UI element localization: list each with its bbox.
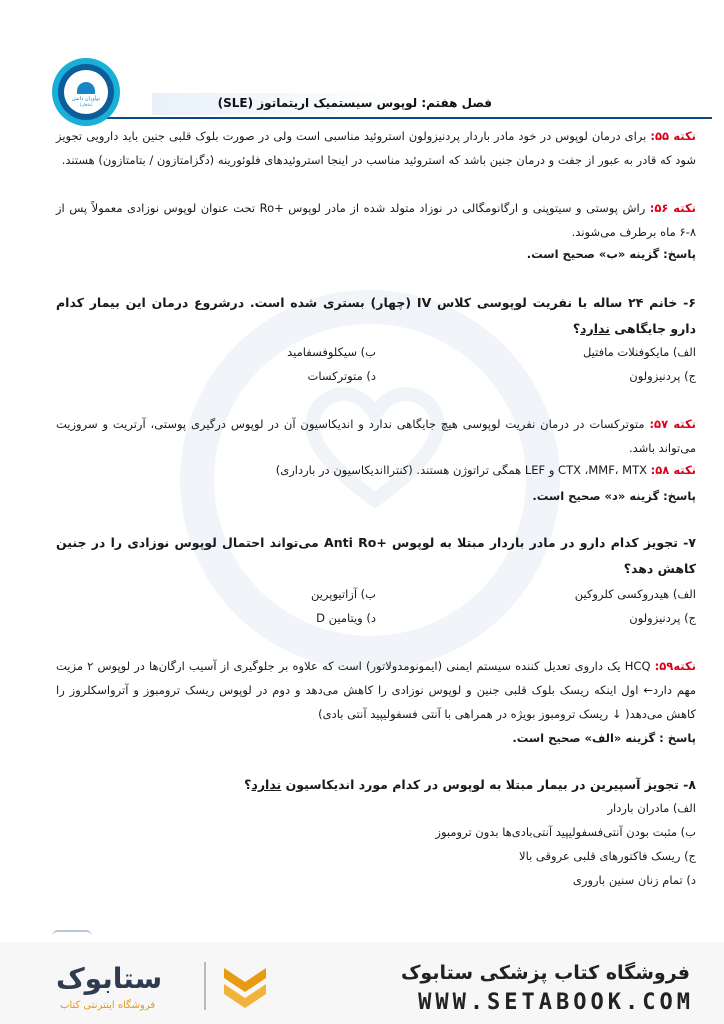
note-text: برای درمان لوپوس در خود مادر باردار پردنیزولون استروئید مناسبی است ولی در صورت بلوک قلبی جنین باید دارویی تجویز شود که قادر به عبور از جفت و درمان جنین باشد که استروئید مناسب در اینجا استروئیدهای فلوئورینه (دگزامتازون / بتامتازون) هستند. <box>56 129 696 167</box>
footer-logo-name: ستابوک <box>56 962 163 995</box>
answer-text: پاسخ : گزینه «الف» صحیح است. <box>512 731 696 745</box>
note-text: راش پوستی و سیتوپنی و ارگانومگالی در نوزاد متولد شده از مادر لوپوس +Ro تحت عنوان لوپوس نوزادی معمولاً پس از ۸-۶ ماه برطرف می‌شوند. <box>56 201 696 239</box>
question-underlined: ندارد <box>251 777 282 792</box>
publisher-logo <box>64 70 108 114</box>
question-underlined: ندارد <box>580 321 610 336</box>
note-label: نکته ۵۵: <box>650 129 696 143</box>
logo-sub: (ماهان) <box>79 101 93 107</box>
question-text: ۸- تجویز آسپیرین در بیمار مبتلا به لوپوس در کدام مورد اندیکاسیون <box>281 777 696 792</box>
note-text: HCQ یک داروی تعدیل کننده سیستم ایمنی (ایمونومدولاتور) است که علاوه بر جلوگیری از آسیب ارگان‌ها در لوپوس ۲ مزیت مهم دارد← اول اینکه ریسک بلوک قلبی جنین و لوپوس نوزادی را کاهش می‌دهد و دوم در لوپوس ریسک ترومبوز و آترواسکلروز را کاهش می‌دهد( ↓ ریسک ترومبوز بویژه در همراهی با آنتی فسفولیپید آنتی بادی) <box>56 659 696 721</box>
footer-divider <box>204 962 206 1010</box>
option-a: الف) هیدروکسی کلروکین <box>574 587 696 601</box>
question-7 <box>56 530 696 582</box>
logo-name: نوآوران دانش <box>71 95 101 102</box>
chevron-logo-icon <box>220 962 270 1010</box>
question-end: ؟ <box>244 777 252 792</box>
note-label: نکته ۵۸: <box>650 463 696 477</box>
option-a: الف) مایکوفنلات مافتیل <box>582 345 696 359</box>
note-55 <box>56 124 696 172</box>
note-57 <box>56 412 696 460</box>
option-d: د) تمام زنان سنین باروری <box>572 873 696 887</box>
footer-url[interactable]: WWW.SETABOOK.COM <box>418 990 694 1015</box>
question-8 <box>56 772 696 798</box>
question-end: ؟ <box>572 321 581 336</box>
option-b: ب) مثبت بودن آنتی‌فسفولیپید آنتی‌بادی‌ها بدون ترومبوز <box>435 825 696 839</box>
footer-logo-sub: فروشگاه اینترنتی کتاب <box>60 1000 156 1011</box>
option-d: د) ویتامین D <box>316 611 376 625</box>
logo-heart-icon <box>77 82 95 94</box>
question-8-options <box>56 796 696 892</box>
answer-6 <box>56 484 696 508</box>
option-d: د) متوترکسات <box>307 369 376 383</box>
note-59 <box>56 654 696 726</box>
note-label: نکته ۵۶: <box>649 201 696 215</box>
question-6 <box>56 290 696 342</box>
answer-5 <box>56 242 696 266</box>
option-c: ج) پردنیزولون <box>629 611 696 625</box>
note-text: متوترکسات در درمان نفریت لوپوسی هیچ جایگاهی ندارد و اندیکاسیون آن در لوپوس درگیری پوستی، آرتریت و سروزیت می‌تواند باشد. <box>56 417 696 455</box>
note-label: نکته۵۹: <box>654 659 696 673</box>
note-text: CTX ،MMF، MTX و LEF همگی تراتوژن هستند. (کنترااندیکاسیون در بارداری) <box>275 463 651 477</box>
option-a: الف) مادران باردار <box>607 801 696 815</box>
note-label: نکته ۵۷: <box>649 417 696 431</box>
note-56 <box>56 196 696 244</box>
question-text: ۶- خانم ۲۴ ساله با نفریت لوپوسی کلاس IV (چهار) بستری شده است. درشروع درمان این بیمار کدام دارو جایگاهی <box>56 295 697 336</box>
option-c: ج) ریسک فاکتورهای قلبی عروقی بالا <box>519 849 696 863</box>
answer-7 <box>56 726 696 750</box>
answer-text: پاسخ: گزینه «د» صحیح است. <box>532 489 696 503</box>
footer-shop-name: فروشگاه کتاب پزشکی ستابوک <box>400 962 690 984</box>
question-6-options <box>56 340 696 388</box>
note-58 <box>56 458 696 482</box>
chapter-title: فصل هفتم: لوپوس سیستمیک اریتماتوز (SLE) <box>217 96 492 110</box>
question-text: ۷- تجویز کدام دارو در مادر باردار مبتلا به لوپوس +Anti Ro می‌تواند احتمال لوپوس نوزادی را در جنین کاهش دهد؟ <box>56 535 696 576</box>
option-b: ب) سیکلوفسفامید <box>287 345 376 359</box>
question-7-options <box>56 582 696 630</box>
option-b: ب) آزاتیوپرین <box>310 587 376 601</box>
answer-text: پاسخ: گزینه «ب» صحیح است. <box>526 247 696 261</box>
option-c: ج) پردنیزولون <box>629 369 696 383</box>
